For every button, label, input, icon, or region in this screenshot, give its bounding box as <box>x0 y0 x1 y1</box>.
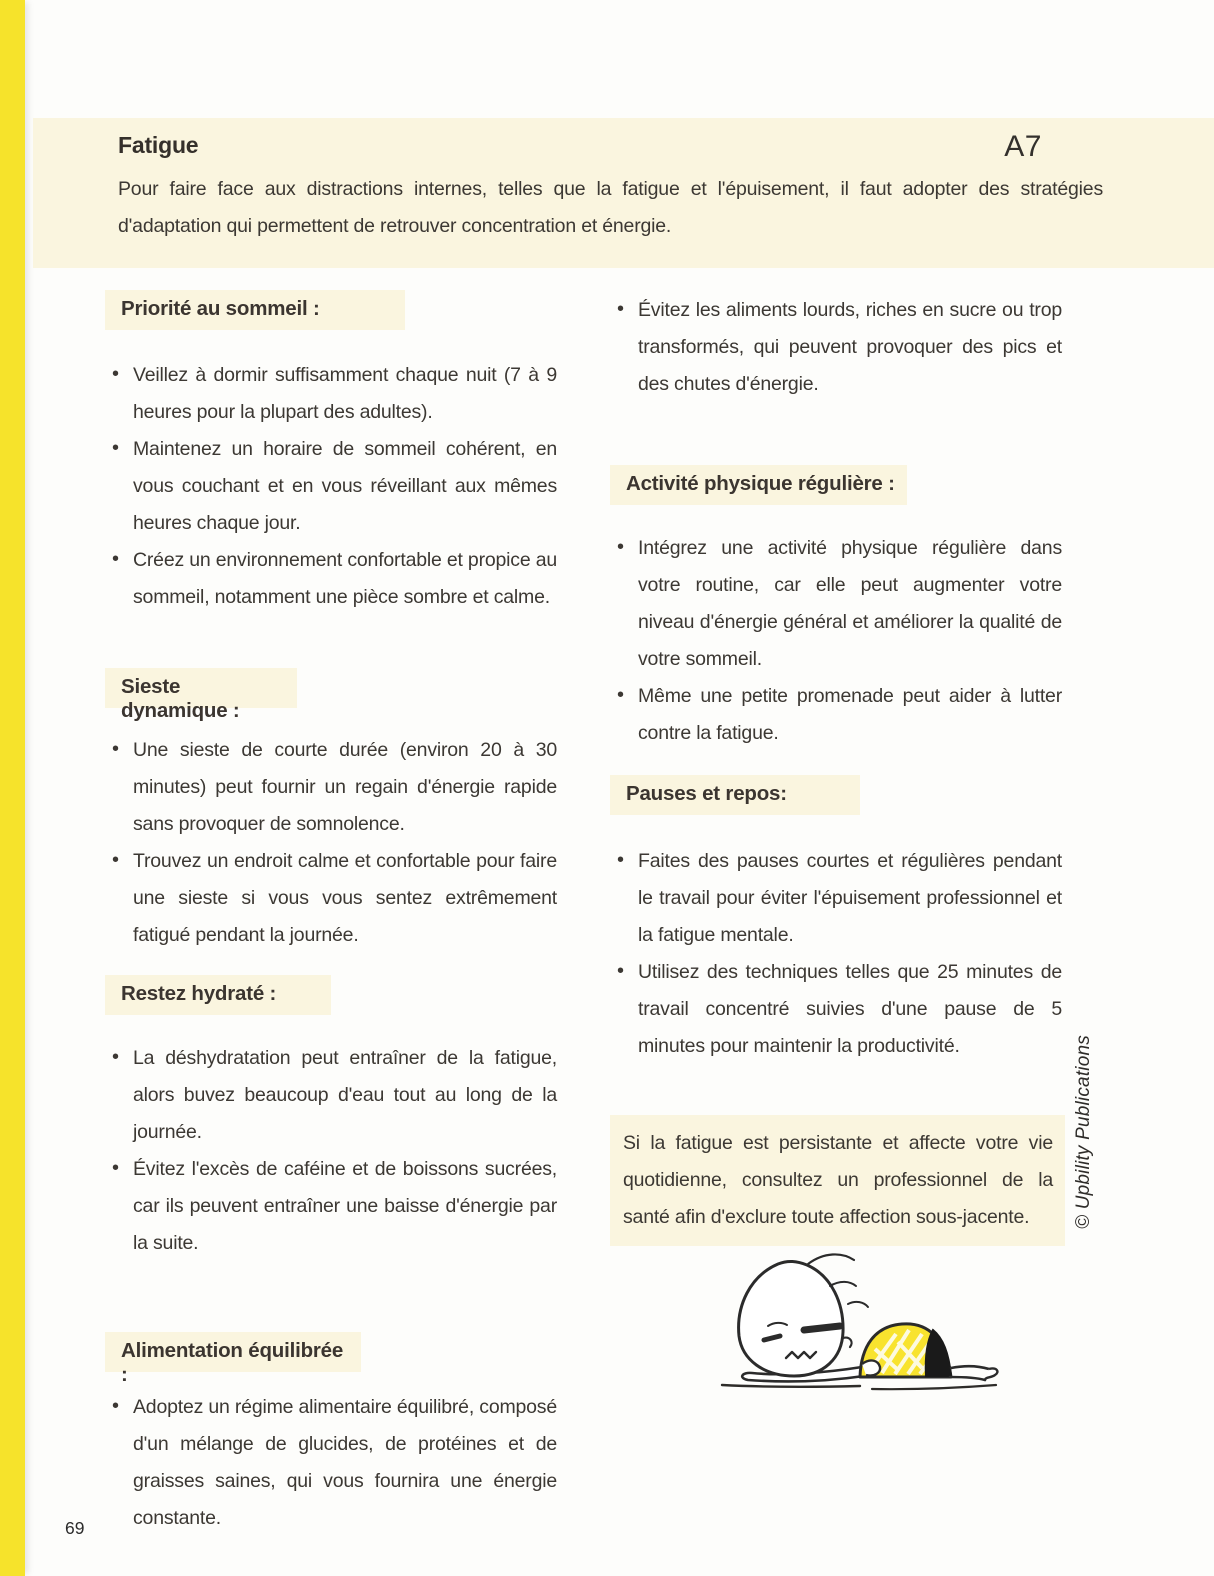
bullet-list <box>105 1389 557 1537</box>
bullet-list <box>610 292 1062 403</box>
bullet-list <box>610 530 1062 752</box>
page-title: Fatigue <box>118 132 199 158</box>
leg <box>950 1377 985 1380</box>
bullet-item: • La déshydratation peut entraîner de la fatigue, alors buvez beaucoup d'eau tout au long de la journée. <box>105 1040 557 1151</box>
advice-note: Si la fatigue est persistante et affecte votre vie quotidienne, consultez un professionnel de la santé afin d'exclure toute affection sous-jacente. <box>610 1115 1065 1246</box>
bullet-item: • Une sieste de courte durée (environ 20 à 30 minutes) peut fournir un regain d'énergie rapide sans provoquer de somnolence. <box>105 732 557 843</box>
bullet-list <box>105 1040 557 1262</box>
bullet-item: • Créez un environnement confortable et propice au sommeil, notamment une pièce sombre et calme. <box>105 542 557 616</box>
bullet-item: • Faites des pauses courtes et régulières pendant le travail pour éviter l'épuisement professionnel et la fatigue mentale. <box>610 843 1062 954</box>
bullet-list <box>105 732 557 954</box>
bullet-item: • Maintenez un horaire de sommeil cohérent, en vous couchant et en vous réveillant aux mêmes heures chaque jour. <box>105 431 557 542</box>
exhausted-character-illustration <box>712 1246 1007 1404</box>
left-column <box>105 290 557 1537</box>
bullet-list <box>105 357 557 616</box>
section-title-physical-activity: Activité physique régulière : <box>610 465 907 505</box>
bullet-item: • Trouvez un endroit calme et confortable pour faire une sieste si vous vous sentez extrêmement fatigué pendant la journée. <box>105 843 557 954</box>
bullet-item: • Évitez les aliments lourds, riches en sucre ou trop transformés, qui peuvent provoquer des pics et des chutes d'énergie. <box>610 292 1062 403</box>
bullet-item: • Adoptez un régime alimentaire équilibré, composé d'un mélange de glucides, de protéines et de graisses saines, qui vous fournira une énergie constante. <box>105 1389 557 1537</box>
sheet-code-label: A7 <box>1004 130 1042 163</box>
hair-stroke <box>830 1282 856 1286</box>
section-title-stay-hydrated: Restez hydraté : <box>105 975 331 1015</box>
head <box>739 1261 843 1376</box>
bullet-item: • Intégrez une activité physique régulière dans votre routine, car elle peut augmenter votre niveau d'énergie général et améliorer la qualité de votre sommeil. <box>610 530 1062 678</box>
ground-line <box>872 1385 996 1389</box>
bullet-item: • Même une petite promenade peut aider à lutter contre la fatigue. <box>610 678 1062 752</box>
yellow-edge-stripe <box>0 0 25 1576</box>
bullet-item: • Veillez à dormir suffisamment chaque nuit (7 à 9 heures pour la plupart des adultes). <box>105 357 557 431</box>
bullet-item: • Évitez l'excès de caféine et de boissons sucrées, car ils peuvent entraîner une baisse d'énergie par la suite. <box>105 1151 557 1262</box>
leg <box>951 1366 989 1369</box>
hair-stroke <box>848 1302 868 1307</box>
bullet-list <box>610 843 1062 1065</box>
copyright-vertical-text: © Upbility Publications <box>1073 1035 1094 1229</box>
page-header <box>33 118 1214 268</box>
shorts <box>926 1330 951 1376</box>
ear <box>843 1338 852 1347</box>
section-title-dynamic-nap: Sieste dynamique : <box>105 668 297 708</box>
section-title-balanced-diet: Alimentation équilibrée : <box>105 1332 361 1372</box>
section-title-sleep-priority: Priorité au sommeil : <box>105 290 405 330</box>
page-number: 69 <box>65 1518 85 1538</box>
section-title-breaks-rest: Pauses et repos: <box>610 775 860 815</box>
closed-eye <box>804 1326 840 1330</box>
hair-stroke <box>808 1254 854 1264</box>
intro-paragraph: Pour faire face aux distractions internes, telles que la fatigue et l'épuisement, il faut adopter des stratégies d'adaptation qui permettent de retrouver concentration et énergie. <box>118 178 1103 237</box>
ground-line <box>722 1385 860 1387</box>
bullet-item: • Utilisez des techniques telles que 25 minutes de travail concentré suivies d'une pause de 5 minutes pour maintenir la productivité. <box>610 954 1062 1065</box>
foot <box>985 1369 997 1380</box>
